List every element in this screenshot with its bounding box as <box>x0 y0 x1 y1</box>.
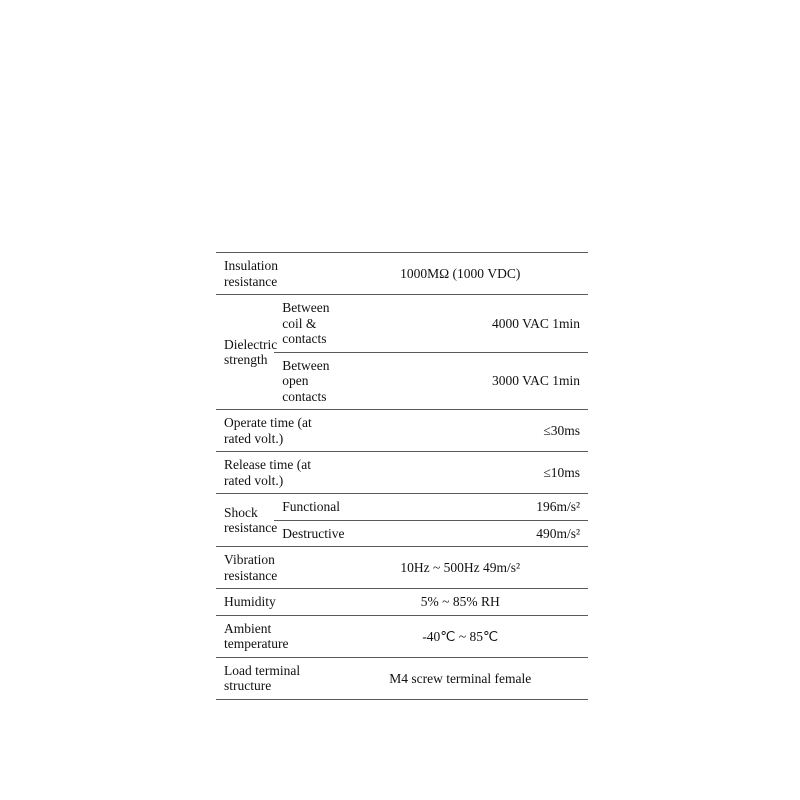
table-row <box>216 494 588 521</box>
table-row <box>216 410 588 452</box>
row-label-insulation-resistance: Insulation resistance <box>216 253 333 295</box>
row-value-dielectric-coil-contacts: 4000 VAC 1min <box>333 295 589 353</box>
table-row <box>216 547 588 589</box>
specification-table-container <box>216 252 588 700</box>
row-sublabel-between-open-contacts: Between open contacts <box>274 352 332 410</box>
row-sublabel-destructive: Destructive <box>274 520 332 547</box>
row-sublabel-between-coil-and-contacts: Between coil & contacts <box>274 295 332 353</box>
row-label-shock-resistance: Shock resistance <box>216 494 274 547</box>
row-label-load-terminal-structure: Load terminal structure <box>216 657 333 699</box>
table-row <box>216 589 588 616</box>
table-row <box>216 657 588 699</box>
row-label-ambient-temperature: Ambient temperature <box>216 615 333 657</box>
row-value-humidity: 5% ~ 85% RH <box>333 589 589 616</box>
specification-table <box>216 252 588 700</box>
row-value-release-time: ≤10ms <box>333 452 589 494</box>
row-label-humidity: Humidity <box>216 589 333 616</box>
table-row <box>216 295 588 353</box>
row-label-dielectric-strength: Dielectric strength <box>216 295 274 410</box>
row-label-vibration-resistance: Vibration resistance <box>216 547 333 589</box>
table-row <box>216 452 588 494</box>
row-label-operate-time: Operate time (at rated volt.) <box>216 410 333 452</box>
row-value-insulation-resistance: 1000MΩ (1000 VDC) <box>333 253 589 295</box>
row-value-load-terminal-structure: M4 screw terminal female <box>333 657 589 699</box>
table-row <box>216 253 588 295</box>
row-value-shock-destructive: 490m/s² <box>333 520 589 547</box>
row-value-ambient-temperature: -40℃ ~ 85℃ <box>333 615 589 657</box>
row-sublabel-functional: Functional <box>274 494 332 521</box>
row-label-release-time: Release time (at rated volt.) <box>216 452 333 494</box>
row-value-shock-functional: 196m/s² <box>333 494 589 521</box>
row-value-vibration-resistance: 10Hz ~ 500Hz 49m/s² <box>333 547 589 589</box>
row-value-operate-time: ≤30ms <box>333 410 589 452</box>
specification-table-body <box>216 253 588 700</box>
row-value-dielectric-open-contacts: 3000 VAC 1min <box>333 352 589 410</box>
table-row <box>216 615 588 657</box>
